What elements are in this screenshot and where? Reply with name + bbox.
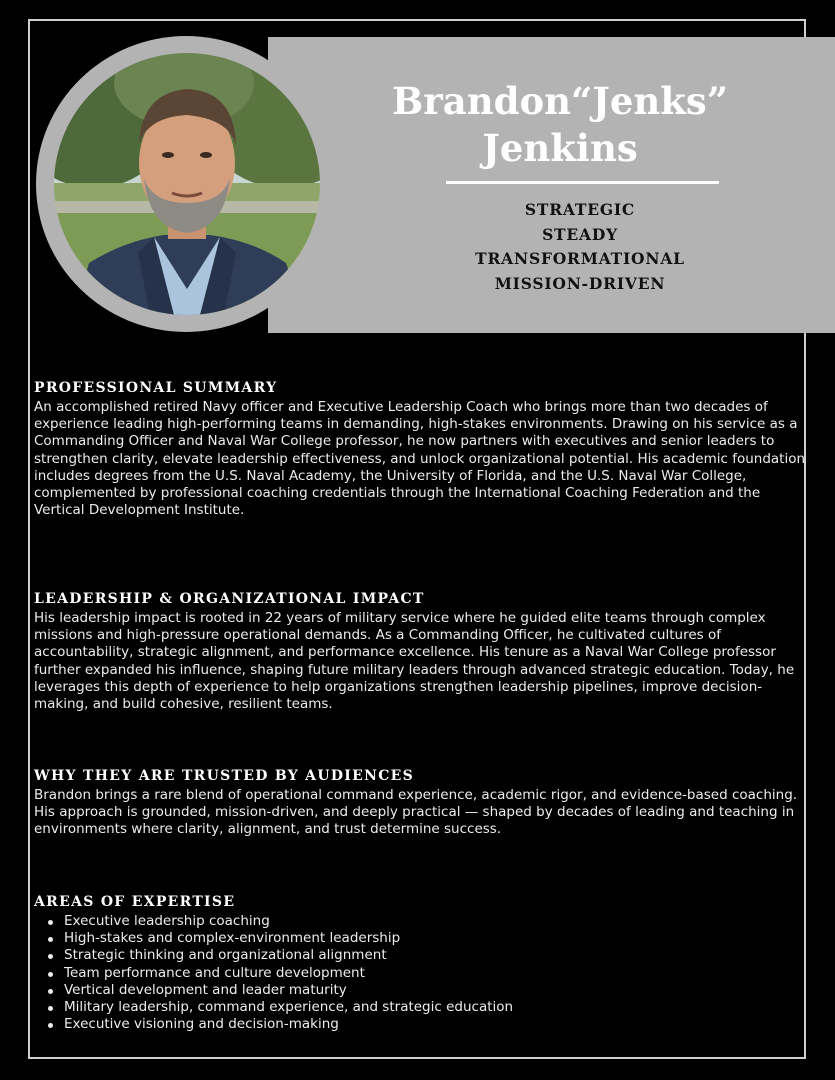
expertise-item: Executive leadership coaching — [34, 913, 809, 930]
expertise-item: Executive visioning and decision-making — [34, 1016, 809, 1033]
expertise-list — [34, 913, 809, 1033]
trait-strategic: STRATEGIC — [524, 200, 636, 219]
professional-summary-section — [34, 380, 809, 519]
name-line-2: Jenkins — [482, 126, 638, 170]
name-divider — [446, 181, 719, 184]
trait-list — [430, 198, 730, 296]
professional-summary-text: An accomplished retired Navy officer and Executive Leadership Coach who brings more than two decades of experience leading high-performing teams in demanding, high-stakes environments. Drawing on his service as a Commanding Officer and Naval War College professor, he now partners with executives and senior leaders to strengthen clarity, elevate leadership effectiveness, and unlock organizational potential. His academic foundation includes degrees from the U.S. Naval Academy, the University of Florida, and the U.S. Naval War College, complemented by professional coaching credentials through the International Coaching Federation and the Vertical Development Institute. — [34, 399, 806, 519]
trusted-text: Brandon brings a rare blend of operational command experience, academic rigor, and evidence-based coaching. His approach is grounded, mission-driven, and deeply practical — shaped by decades of leading and teaching in environments where clarity, alignment, and trust determine success. — [34, 787, 798, 838]
leadership-impact-section — [34, 591, 809, 713]
leadership-impact-heading: LEADERSHIP & ORGANIZATIONAL IMPACT — [34, 591, 425, 607]
expertise-item: Military leadership, command experience, and strategic education — [34, 999, 809, 1016]
name-line-1: Brandon“Jenks” — [391, 79, 729, 123]
leadership-impact-text: His leadership impact is rooted in 22 years of military service where he guided elite teams through complex missions and high-pressure operational demands. As a Commanding Officer, he cultivated cultures of accountability, strategic alignment, and performance excellence. His tenure as a Naval War College professor further expanded his influence, shaping future military leaders through advanced strategic education. Today, he leverages this depth of experience to help organizations strengthen leadership pipelines, improve decision-making, and build cohesive, resilient teams. — [34, 610, 795, 713]
headshot-photo — [54, 53, 320, 315]
trait-transformational: TRANSFORMATIONAL — [475, 249, 685, 268]
expertise-item: Team performance and culture development — [34, 965, 809, 982]
expertise-section — [34, 894, 809, 1033]
expertise-item: Vertical development and leader maturity — [34, 982, 809, 999]
expertise-item: High-stakes and complex-environment leadership — [34, 930, 809, 947]
speaker-name — [360, 78, 760, 172]
trait-steady: STEADY — [542, 224, 618, 244]
trusted-heading: WHY THEY ARE TRUSTED BY AUDIENCES — [34, 768, 415, 784]
trait-mission-driven: MISSION-DRIVEN — [494, 273, 666, 293]
expertise-heading: AREAS OF EXPERTISE — [34, 894, 236, 910]
professional-summary-heading: PROFESSIONAL SUMMARY — [34, 380, 278, 396]
expertise-item: Strategic thinking and organizational alignment — [34, 947, 809, 964]
trusted-section — [34, 768, 809, 839]
